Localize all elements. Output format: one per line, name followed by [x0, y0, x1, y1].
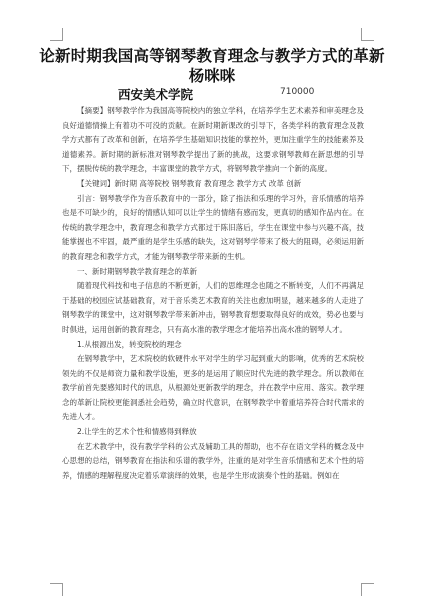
paper-body [62, 104, 364, 483]
keywords: 【关键词】新时期 高等院校 钢琴教育 教育理念 教学方式 改革 创新 [77, 178, 302, 188]
introduction: 引言：钢琴教学作为音乐教育中的一部分，除了指法和乐理的学习外，音乐情感的培养也是不可缺少的，良好的情感认知可以让学生的情绪有感而发，更真切的感知作品内在。在传统的教学理念中，教育理念和教学方式都过于陈旧落后，学生在课堂中参与兴趣不高，技能掌握也不牢固，最严重的是学生乐感的缺失，这对钢琴学带来了极大的阻碍，必须运用新的教育理念和教学方式，才能为钢琴教学带来新的生机。 [62, 193, 364, 261]
crop-mark-top-right [361, 28, 374, 41]
subsection-heading-2: 2.让学生的艺术个性和情感得到释放 [77, 427, 197, 437]
author-name: 杨咪咪 [188, 67, 236, 85]
paragraph-1: 随着现代科技和电子信息的不断更新，人们的思维理念也随之不断转变，人们不再满足于基础的校园应试基础教育，对于音乐类艺术教育的关注也愈加明显，越来越多的人走进了钢琴教学的课堂中，这对钢琴教学带来新冲击，钢琴教育想要取得良好的成效，势必也要与时俱进，运用创新的教育理念，只有高水准的教学理念才能培养出高水准的钢琴人才。 [62, 281, 364, 334]
paper-title: 论新时期我国高等钢琴教育理念与教学方式的革新 [39, 47, 385, 65]
paragraph-2: 在钢琴教学中，艺术院校的软硬件水平对学生的学习起到重大的影响，优秀的艺术院校领先的不仅是师资力量和教学设施，更多的是运用了顺应时代先进的教学理念。所以教师在教学前首先要感知时代的讯息，从根源处更新教学的理念，并在教学中应用、落实。教学理念的革新让院校更能洞悉社会趋势，确立时代意识，在钢琴教学中着重培养符合时代需求的先进人才。 [62, 354, 364, 422]
section-heading-1: 一、新时期钢琴教学教育理念的革新 [77, 266, 197, 276]
affiliation: 西安美术学院 [118, 87, 194, 102]
paragraph-3: 在艺术教学中，没有教学学科的公式及辅助工具的帮助，也不存在语文学科的概念及中心思想的总结，钢琴教育在指法和乐谱的教学外，注重的是对学生音乐情感和艺术个性的培养，情感的理解程度决定着乐章演绎的效果，也是学生形成演奏个性的基础。例如在 [62, 441, 364, 480]
subsection-heading-1: 1.从根源出发，转变院校的理念 [77, 339, 182, 349]
abstract: 【摘要】钢琴教学作为我国高等院校内的独立学科，在培养学生艺术素养和审美理念及良好道德情操上有着功不可没的贡献。在新时期新课改的引导下，各类学科的教育理念及教学方式都有了改革和创新，在培养学生基础知识技能的掌控外，更加注重学生的技能素养及道德素养。新时期的新标准对钢琴教学提出了新的挑战，这要求钢琴教师在新思想的引导下，摆脱传统的教学理念，丰富课堂的教学方式，将钢琴教学推向一个新的高度。 [62, 106, 364, 174]
crop-mark-top-left [50, 28, 63, 41]
postcode: 710000 [280, 87, 315, 97]
crop-mark-bottom-right [361, 583, 374, 596]
crop-mark-bottom-left [50, 583, 63, 596]
